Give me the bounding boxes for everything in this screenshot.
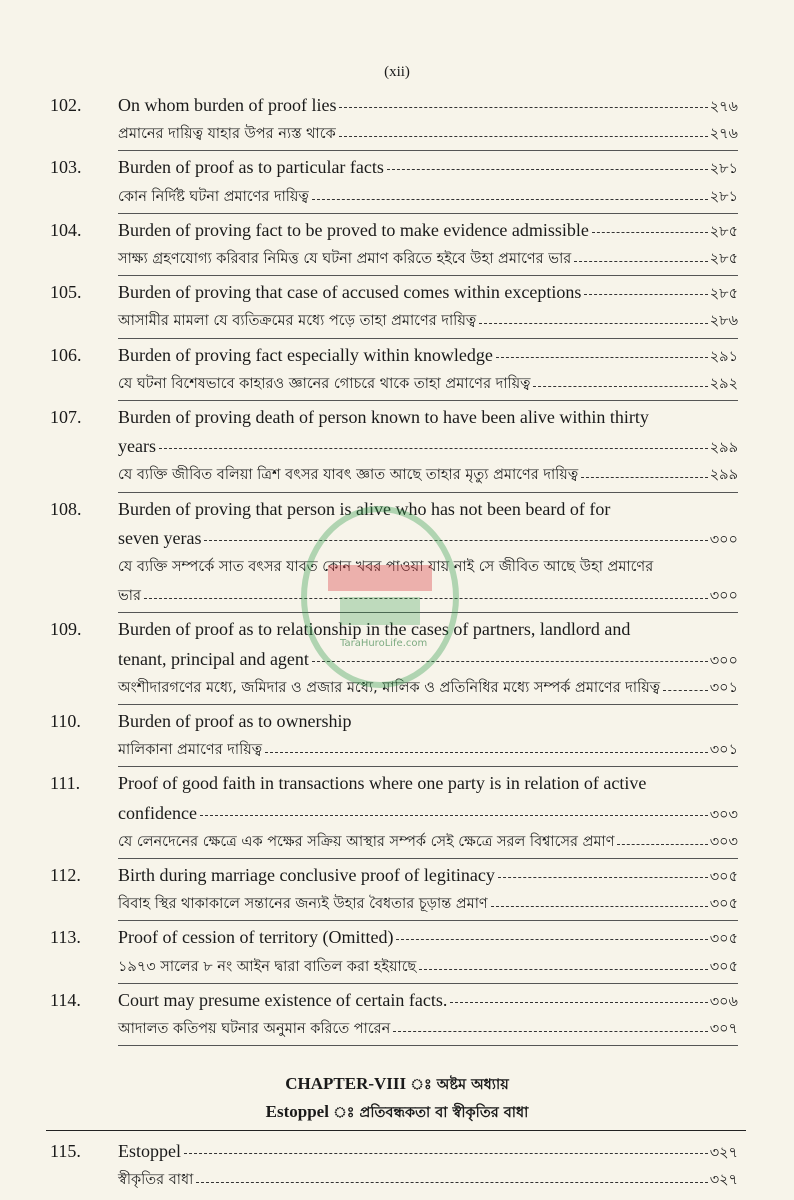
- leader-dashes: [312, 660, 708, 662]
- page-reference: ৩২৭: [709, 1172, 738, 1188]
- leader-dashes: [339, 135, 708, 137]
- leader-dashes: [617, 843, 707, 845]
- chapter-divider: [46, 1130, 746, 1131]
- page-reference: ৩০১: [709, 742, 738, 759]
- section-number: 108.: [50, 498, 82, 519]
- section-number: 109.: [50, 619, 82, 640]
- entry-title: Proof of good faith in transactions where one party is in relation of active: [118, 773, 647, 794]
- page-reference: ২৮১: [709, 188, 738, 205]
- toc-entry-bengali[interactable]: [118, 581, 738, 611]
- leader-dashes: [339, 106, 707, 108]
- toc-entry-bengali[interactable]: [118, 306, 738, 336]
- page-reference: ২৮৫: [709, 250, 738, 267]
- chapter-heading: [0, 1074, 794, 1098]
- toc-entry-bengali[interactable]: [118, 1165, 738, 1195]
- entry-title: Proof of cession of territory (Omitted): [118, 927, 394, 948]
- section-divider: [118, 766, 738, 767]
- page-reference: ৩০৭: [709, 1020, 738, 1037]
- page-reference: ২৮৬: [709, 313, 738, 330]
- page-reference: ২৯৯: [709, 467, 738, 484]
- toc-entry-english[interactable]: [118, 860, 738, 890]
- toc-entry-english[interactable]: [118, 340, 738, 370]
- entry-title: বিবাহ স্থির থাকাকালে সন্তানের জন্যই উহার বৈধতার চূড়ান্ত প্রমাণ: [118, 896, 488, 913]
- page-reference: ৩০৫: [709, 869, 738, 885]
- entry-title: Burden of proof as to ownership: [118, 711, 352, 731]
- entry-title: মালিকানা প্রমাণের দায়িত্ব: [118, 742, 263, 759]
- entry-title: অংশীদারগণের মধ্যে, জমিদার ও প্রজার মধ্যে, মালিক ও প্রতিনিধির মধ্যে সম্পর্ক প্রমাণের দায়িত্ব: [118, 679, 661, 696]
- toc-entry-english[interactable]: [118, 798, 738, 828]
- leader-dashes: [387, 168, 708, 170]
- page-reference: ৩০০: [709, 652, 738, 669]
- leader-dashes: [663, 689, 708, 691]
- section-number: 107.: [50, 407, 82, 427]
- leader-dashes: [584, 293, 707, 295]
- page-reference: ২৮৫: [709, 223, 738, 240]
- leader-dashes: [265, 751, 708, 753]
- page-reference: ২৮৫: [709, 286, 738, 303]
- entry-title: tenant, principal and agent: [118, 648, 309, 669]
- leader-dashes: [204, 539, 707, 541]
- toc-entry-english[interactable]: [118, 152, 738, 182]
- entry-title: Burden of proving that person is alive who has not been beard of for: [118, 498, 611, 519]
- entry-title: যে ব্যক্তি সম্পর্কে সাত বৎসর যাবত কোন খবর পাওয়া যায় নাই সে জীবিত আছে উহা প্রমাণের: [118, 558, 654, 575]
- entry-title: years: [118, 436, 156, 457]
- entry-title: Birth during marriage conclusive proof of legitinacy: [118, 865, 495, 885]
- leader-dashes: [450, 1001, 707, 1003]
- toc-entry-english[interactable]: [118, 431, 738, 461]
- entry-title: Burden of proving that case of accused comes within exceptions: [118, 282, 582, 303]
- chapter-subheading: [0, 1102, 794, 1126]
- toc-entry-english[interactable]: [118, 494, 738, 524]
- section-divider: [118, 858, 738, 859]
- toc-entry-bengali[interactable]: [118, 119, 738, 149]
- entry-title: কোন নির্দিষ্ট ঘটনা প্রমাণের দায়িত্ব: [118, 188, 309, 205]
- page-reference: ২৭৬: [709, 126, 738, 143]
- entry-title: Burden of proving fact to be proved to make evidence admissible: [118, 219, 589, 240]
- leader-dashes: [200, 814, 708, 816]
- section-divider: [118, 338, 738, 339]
- leader-dashes: [574, 260, 708, 262]
- leader-dashes: [312, 198, 708, 200]
- chapter-subtitle-en: Estoppel: [265, 1102, 329, 1121]
- entry-title: On whom burden of proof lies: [118, 95, 337, 115]
- page-reference: ৩০৫: [709, 958, 738, 975]
- toc-entry-bengali[interactable]: [118, 889, 738, 919]
- entry-title: Estoppel: [118, 1141, 181, 1161]
- leader-dashes: [592, 231, 708, 233]
- leader-dashes: [581, 476, 708, 478]
- entry-title: ভার: [118, 588, 141, 605]
- toc-entry-english[interactable]: [118, 922, 738, 952]
- section-divider: [118, 492, 738, 493]
- page-reference: ২৯৯: [709, 440, 738, 457]
- leader-dashes: [196, 1181, 707, 1183]
- page-reference: ৩০০: [709, 531, 738, 548]
- section-number: 114.: [50, 989, 81, 1010]
- page-reference: ৩০১: [709, 679, 738, 696]
- toc-entry-english[interactable]: [118, 1136, 738, 1166]
- toc-entry-bengali[interactable]: [118, 552, 738, 582]
- section-number: 105.: [50, 282, 82, 303]
- leader-dashes: [496, 356, 708, 358]
- section-divider: [118, 400, 738, 401]
- page-reference: ৩০৩: [709, 806, 738, 823]
- page-reference: ৩০৫: [709, 931, 738, 948]
- toc-entry-english[interactable]: [118, 90, 738, 120]
- toc-entry-english[interactable]: [118, 614, 738, 644]
- section-divider: [118, 612, 738, 613]
- entry-title: আদালত কতিপয় ঘটনার অনুমান করিতে পারেন: [118, 1020, 391, 1037]
- section-divider: [118, 1045, 738, 1046]
- leader-dashes: [396, 938, 707, 940]
- leader-dashes: [184, 1152, 708, 1154]
- entry-title: যে ঘটনা বিশেষভাবে কাহারও জ্ঞানের গোচরে থাকে তাহা প্রমাণের দায়িত্ব: [118, 375, 531, 392]
- section-number: 103.: [50, 157, 82, 178]
- page-reference: ২৯১: [709, 348, 738, 365]
- section-divider: [118, 150, 738, 151]
- toc-entry-bengali[interactable]: [118, 827, 738, 857]
- entry-title: Court may presume existence of certain facts.: [118, 989, 448, 1010]
- toc-entry-english[interactable]: [118, 985, 738, 1015]
- section-number: 115.: [50, 1141, 81, 1161]
- page-reference: ৩২৭: [709, 1145, 738, 1161]
- page-reference: ২৮১: [709, 161, 738, 178]
- toc-entry-bengali[interactable]: [118, 735, 738, 765]
- toc-entry-bengali[interactable]: [118, 1014, 738, 1044]
- toc-entry-bengali[interactable]: [118, 244, 738, 274]
- entry-title: confidence: [118, 802, 197, 823]
- entry-title: আসামীর মামলা যে ব্যতিক্রমের মধ্যে পড়ে তাহা প্রমাণের দায়িত্ব: [118, 313, 477, 330]
- chapter-subtitle-bn: ঃ প্রতিবন্ধকতা বা স্বীকৃতির বাধা: [333, 1105, 529, 1121]
- page-number: (xii): [384, 64, 410, 80]
- section-number: 113.: [50, 927, 81, 948]
- section-divider: [118, 920, 738, 921]
- page-reference: ৩০৬: [709, 993, 738, 1010]
- chapter-title-en: CHAPTER-VIII: [285, 1074, 407, 1093]
- entry-title: সাক্ষ্য গ্রহণযোগ্য করিবার নিমিত্ত যে ঘটনা প্রমাণ করিতে হইবে উহা প্রমাণের ভার: [118, 250, 572, 267]
- leader-dashes: [419, 968, 707, 970]
- section-number: 106.: [50, 344, 82, 365]
- leader-dashes: [491, 905, 708, 907]
- toc-entry-bengali[interactable]: [118, 460, 738, 490]
- section-divider: [118, 275, 738, 276]
- page-reference: ৩০৩: [709, 833, 738, 850]
- entry-title: ১৯৭৩ সালের ৮ নং আইন দ্বারা বাতিল করা হইয়াছে: [118, 958, 417, 975]
- toc-entry-english[interactable]: [118, 215, 738, 245]
- toc-entry-bengali[interactable]: [118, 369, 738, 399]
- toc-entry-bengali[interactable]: [118, 673, 738, 703]
- page-reference: ৩০৫: [709, 896, 738, 913]
- section-divider: [118, 213, 738, 214]
- entry-title: যে লেনদেনের ক্ষেত্রে এক পক্ষের সক্রিয় আস্থার সম্পর্ক সেই ক্ষেত্রে সরল বিশ্বাসের প্রমাণ: [118, 833, 615, 850]
- entry-title: স্বীকৃতির বাধা: [118, 1172, 194, 1188]
- entry-title: Burden of proof as to particular facts: [118, 157, 384, 178]
- toc-entry-english[interactable]: [118, 706, 738, 736]
- leader-dashes: [393, 1030, 707, 1032]
- leader-dashes: [144, 597, 708, 599]
- section-divider: [118, 983, 738, 984]
- page-reference: ২৯২: [709, 375, 738, 392]
- chapter-title-bn: ঃ অষ্টম অধ্যায়: [410, 1077, 509, 1093]
- entry-title: Burden of proving fact especially within knowledge: [118, 344, 493, 365]
- watermark-text: TaraHuroLife.com: [340, 638, 428, 649]
- leader-dashes: [498, 876, 708, 878]
- page-reference: ৩০০: [709, 588, 738, 605]
- section-divider: [118, 704, 738, 705]
- section-number: 111.: [50, 773, 81, 794]
- toc-entry-bengali[interactable]: [118, 952, 738, 982]
- section-number: 112.: [50, 865, 81, 885]
- toc-entry-bengali[interactable]: [118, 182, 738, 212]
- entry-title: seven yeras: [118, 527, 202, 548]
- toc-entry-english[interactable]: [118, 768, 738, 798]
- page-reference: ২৭৬: [709, 99, 738, 115]
- section-number: 102.: [50, 95, 82, 115]
- toc-entry-english[interactable]: [118, 402, 738, 432]
- toc-entry-english[interactable]: [118, 644, 738, 674]
- section-number: 104.: [50, 219, 82, 240]
- entry-title: যে ব্যক্তি জীবিত বলিয়া ত্রিশ বৎসর যাবৎ জ্ঞাত আছে তাহার মৃত্যু প্রমাণের দায়িত্ব: [118, 467, 579, 484]
- toc-entry-english[interactable]: [118, 523, 738, 553]
- entry-title: প্রমানের দায়িত্ব যাহার উপর ন্যস্ত থাকে: [118, 126, 336, 143]
- leader-dashes: [479, 322, 708, 324]
- section-number: 110.: [50, 711, 81, 731]
- toc-entry-english[interactable]: [118, 277, 738, 307]
- leader-dashes: [159, 447, 708, 449]
- leader-dashes: [533, 385, 707, 387]
- entry-title: Burden of proof as to relationship in the cases of partners, landlord and: [118, 619, 631, 640]
- entry-title: Burden of proving death of person known to have been alive within thirty: [118, 407, 649, 427]
